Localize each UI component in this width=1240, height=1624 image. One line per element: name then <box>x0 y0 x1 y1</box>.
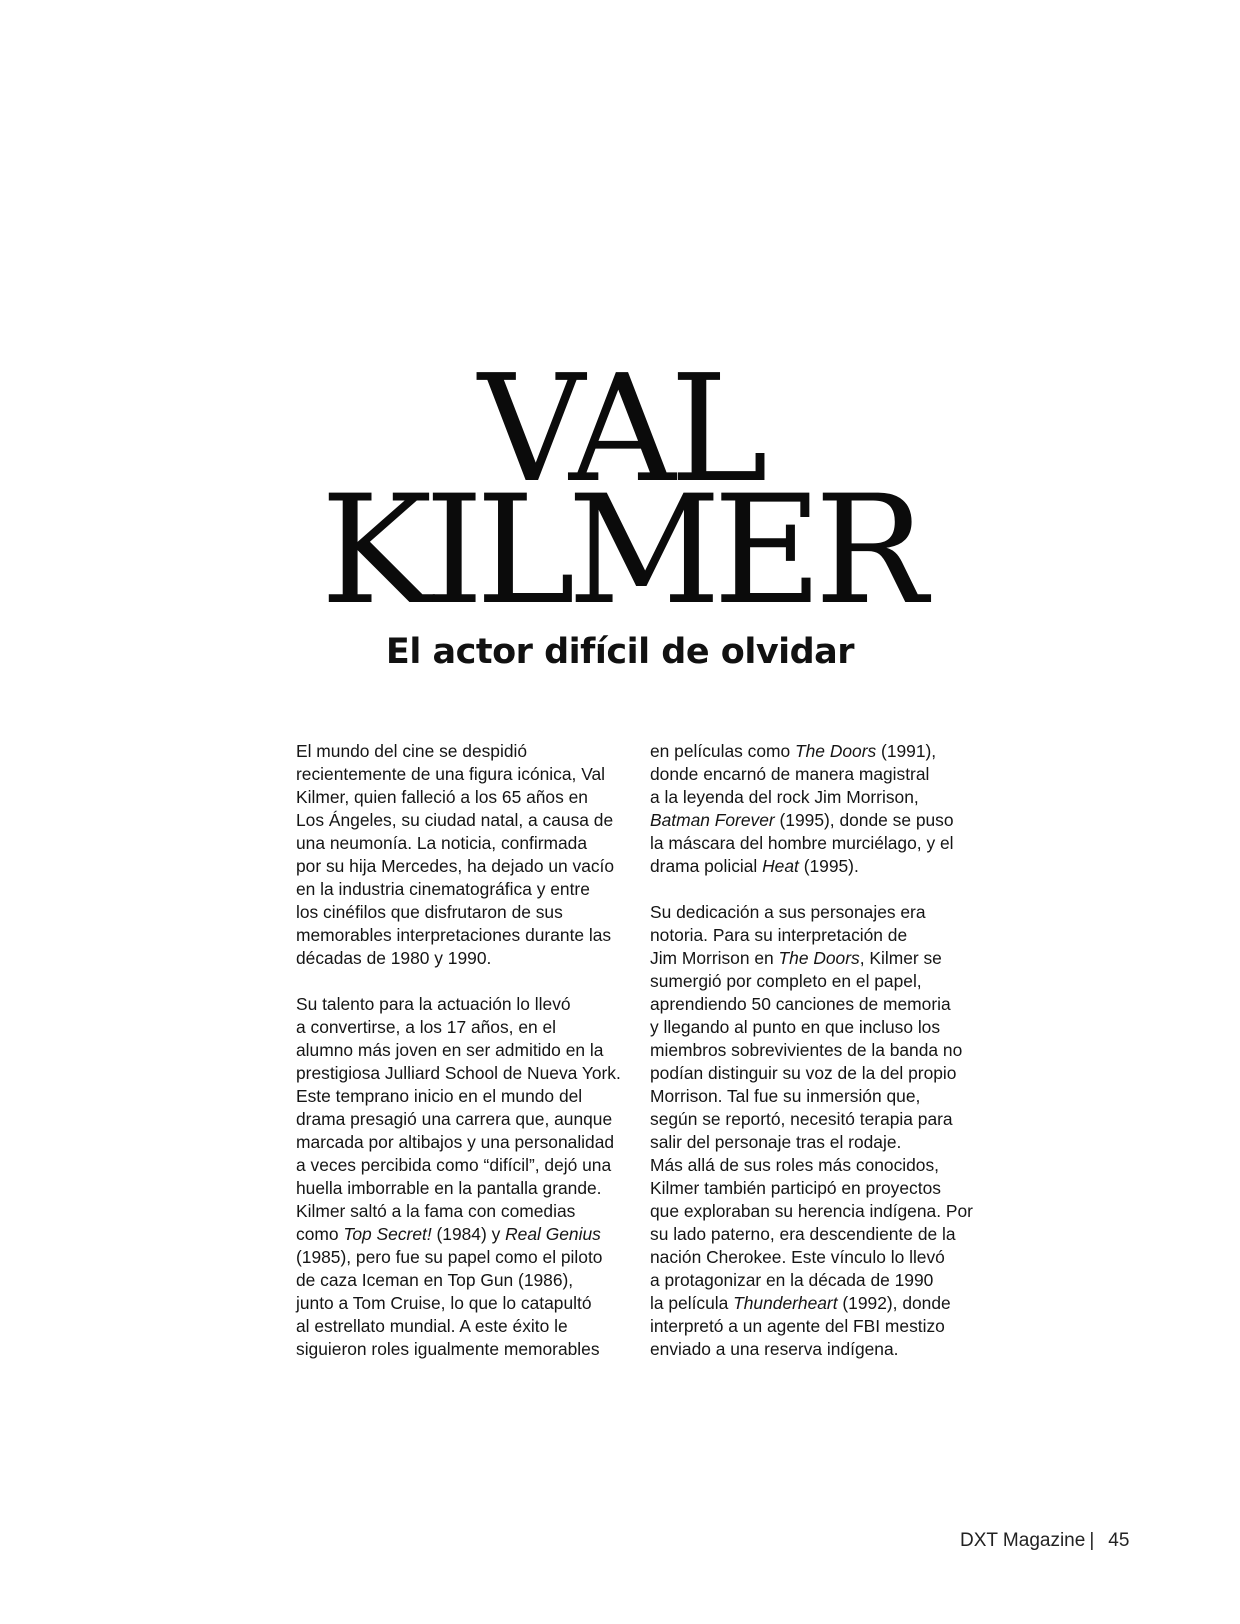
film-title-thunderheart: Thunderheart <box>733 1293 838 1313</box>
text-line: Kilmer, quien falleció a los 65 años en <box>296 787 588 807</box>
text-line: por su hija Mercedes, ha dejado un vacío <box>296 856 615 876</box>
text-line: Más allá de sus roles más conocidos, <box>650 1155 940 1175</box>
text-line: de caza Iceman en Top Gun (1986), <box>296 1270 574 1290</box>
text-line: en la industria cinematográfica y entre <box>296 879 590 899</box>
text-line: décadas de 1980 y 1990. <box>296 948 492 968</box>
text-line: drama presagió una carrera que, aunque <box>296 1109 613 1129</box>
magazine-name: DXT Magazine <box>960 1530 1086 1551</box>
text-run: (1995). <box>798 856 859 876</box>
film-title-batman-forever: Batman Forever <box>650 810 775 830</box>
text-line: los cinéfilos que disfrutaron de sus <box>296 902 563 922</box>
text-line: miembros sobrevivientes de la banda no <box>650 1040 963 1060</box>
text-line: marcada por altibajos y una personalidad <box>296 1132 615 1152</box>
paragraph-gap <box>650 878 980 901</box>
text-line: la máscara del hombre murciélago, y el <box>650 833 954 853</box>
footer-separator: | <box>1089 1530 1095 1551</box>
text-line <box>650 947 980 970</box>
article-subtitle: El actor difícil de olvidar <box>385 632 855 672</box>
paragraph-3 <box>650 740 980 878</box>
text-line: prestigiosa Julliard School de Nueva York. <box>296 1063 621 1083</box>
paragraph-4 <box>650 901 980 1361</box>
text-line: su lado paterno, era descendiente de la <box>650 1224 956 1244</box>
film-title-top-secret: Top Secret! <box>343 1224 432 1244</box>
text-line: Morrison. Tal fue su inmersión que, <box>650 1086 921 1106</box>
text-line <box>650 809 980 832</box>
text-line <box>650 740 980 763</box>
text-line: El mundo del cine se despidió <box>296 741 528 761</box>
text-line: que exploraban su herencia indígena. Por <box>650 1201 973 1221</box>
text-line: Su talento para la actuación lo llevó <box>296 994 571 1014</box>
text-line: memorables interpretaciones durante las <box>296 925 612 945</box>
text-line: podían distinguir su voz de la del propio <box>650 1063 957 1083</box>
text-line: interpretó a un agente del FBI mestizo <box>650 1316 945 1336</box>
text-line: salir del personaje tras el rodaje. <box>650 1132 902 1152</box>
text-line: aprendiendo 50 canciones de memoria <box>650 994 951 1014</box>
text-line: Kilmer también participó en proyectos <box>650 1178 941 1198</box>
text-line: a protagonizar en la década de 1990 <box>650 1270 934 1290</box>
text-run: (1995), donde se puso <box>774 810 954 830</box>
text-line: donde encarnó de manera magistral <box>650 764 930 784</box>
text-line: Este temprano inicio en el mundo del <box>296 1086 583 1106</box>
text-run: la película <box>650 1293 734 1313</box>
text-line: recientemente de una figura icónica, Val <box>296 764 606 784</box>
text-line: según se reportó, necesitó terapia para <box>650 1109 953 1129</box>
text-line: una neumonía. La noticia, confirmada <box>296 833 587 853</box>
text-run: (1992), donde <box>837 1293 951 1313</box>
text-line: y llegando al punto en que incluso los <box>650 1017 941 1037</box>
paragraph-1 <box>296 740 626 970</box>
text-run: , Kilmer se <box>859 948 942 968</box>
text-run: como <box>296 1224 344 1244</box>
text-line <box>296 1223 626 1246</box>
page-number: 45 <box>1108 1530 1130 1551</box>
text-line: Los Ángeles, su ciudad natal, a causa de <box>296 810 614 830</box>
text-line: a la leyenda del rock Jim Morrison, <box>650 787 919 807</box>
text-line: nación Cherokee. Este vínculo lo llevó <box>650 1247 945 1267</box>
text-line <box>650 1292 980 1315</box>
text-run: drama policial <box>650 856 763 876</box>
text-line: Kilmer saltó a la fama con comedias <box>296 1201 576 1221</box>
title-line-1: VAL <box>478 343 762 515</box>
text-line: alumno más joven en ser admitido en la <box>296 1040 604 1060</box>
film-title-the-doors: The Doors <box>778 948 860 968</box>
text-line: notoria. Para su interpretación de <box>650 925 908 945</box>
film-title-the-doors: The Doors <box>795 741 877 761</box>
text-line: al estrellato mundial. A este éxito le <box>296 1316 568 1336</box>
film-title-real-genius: Real Genius <box>505 1224 601 1244</box>
text-line: junto a Tom Cruise, lo que lo catapultó <box>296 1293 592 1313</box>
text-run: (1984) y <box>431 1224 506 1244</box>
text-line: huella imborrable en la pantalla grande. <box>296 1178 602 1198</box>
left-column <box>296 740 626 1361</box>
film-title-heat: Heat <box>762 856 799 876</box>
title-line-2: KILMER <box>320 464 920 638</box>
page-footer <box>960 1530 1129 1560</box>
text-line: siguieron roles igualmente memorables <box>296 1339 600 1359</box>
text-line: (1985), pero fue su papel como el piloto <box>296 1247 603 1267</box>
paragraph-gap <box>296 970 626 993</box>
text-line: enviado a una reserva indígena. <box>650 1339 899 1359</box>
text-line: a veces percibida como “difícil”, dejó una <box>296 1155 612 1175</box>
text-run: en películas como <box>650 741 796 761</box>
paragraph-2 <box>296 993 626 1361</box>
text-line <box>650 855 980 878</box>
text-run: Jim Morrison en <box>650 948 779 968</box>
right-column <box>650 740 980 1361</box>
article-title <box>0 343 1240 638</box>
text-line: a convertirse, a los 17 años, en el <box>296 1017 557 1037</box>
text-line: sumergió por completo en el papel, <box>650 971 922 991</box>
text-line: Su dedicación a sus personajes era <box>650 902 926 922</box>
text-run: (1991), <box>876 741 937 761</box>
